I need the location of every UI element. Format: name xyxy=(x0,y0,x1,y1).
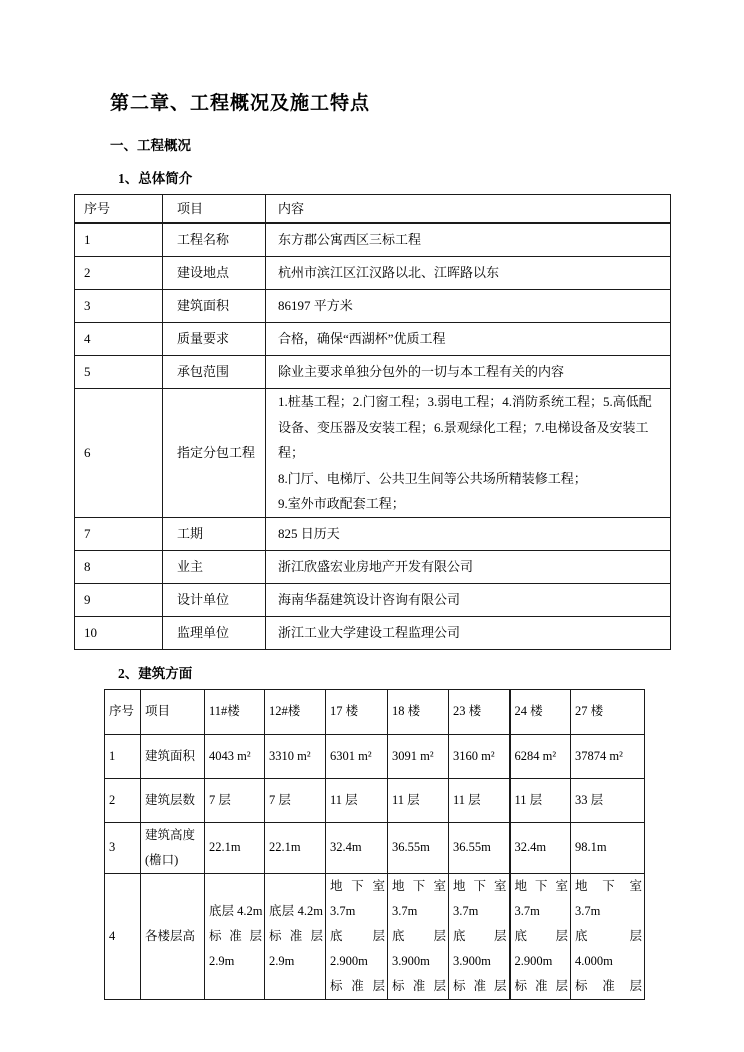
cell-line: 底层 xyxy=(330,928,385,943)
cell-line: 3.7m xyxy=(392,903,418,918)
table-cell: 浙江欣盛宏业房地产开发有限公司 xyxy=(266,550,671,583)
cell-line: 底层 4.2m xyxy=(209,903,263,918)
table-cell: 7 层 xyxy=(265,778,326,822)
sub-heading-building-aspect: 2、建筑方面 xyxy=(118,665,193,681)
table-cell: 98.1m xyxy=(571,822,645,873)
cell-line: 地下室 xyxy=(453,878,507,893)
table-cell: 4 xyxy=(75,323,163,356)
cell-line: 3.7m xyxy=(453,903,479,918)
table-cell: 质量要求 xyxy=(163,323,266,356)
table-row xyxy=(105,734,645,778)
cell-line: 标准层 xyxy=(453,978,507,993)
table-cell: 5 xyxy=(75,356,163,389)
table-cell: 工期 xyxy=(163,517,266,550)
table-row xyxy=(105,873,645,999)
table-cell: 杭州市滨江区江汉路以北、江晖路以东 xyxy=(266,257,671,290)
table-cell: 22.1m xyxy=(205,822,265,873)
cell-line: 建筑高度 xyxy=(145,827,196,842)
table-cell: 浙江工业大学建设工程监理公司 xyxy=(266,616,671,649)
table-cell xyxy=(265,873,326,999)
cell-line: 2.900m xyxy=(514,953,553,968)
table-cell: 22.1m xyxy=(265,822,326,873)
cell-line: (檐口) xyxy=(145,852,179,867)
table-row xyxy=(75,356,671,389)
table-cell: 指定分包工程 xyxy=(163,389,266,518)
table-cell: 2 xyxy=(105,778,141,822)
sub-heading-general-intro: 1、总体简介 xyxy=(118,171,193,186)
table-row xyxy=(105,822,645,873)
table-cell: 11 层 xyxy=(449,778,510,822)
table-cell: 序号 xyxy=(105,689,141,734)
table-cell xyxy=(141,873,205,999)
table-cell xyxy=(266,389,671,518)
table-cell: 工程名称 xyxy=(163,223,266,257)
cell-line: 2.9m xyxy=(209,953,235,968)
table-cell: 36.55m xyxy=(449,822,510,873)
section-heading-project-overview: 一、工程概况 xyxy=(110,138,191,153)
table-cell xyxy=(141,778,205,822)
table-cell: 6 xyxy=(75,389,163,518)
table-cell: 7 xyxy=(75,517,163,550)
table-cell: 3 xyxy=(75,290,163,323)
cell-line: 8.门厅、电梯厅、公共卫生间等公共场所精装修工程； xyxy=(278,470,587,486)
cell-line: 地下室 xyxy=(514,878,568,893)
table-cell: 23 楼 xyxy=(449,689,510,734)
general-info-table xyxy=(74,194,671,650)
cell-line: 地下室 xyxy=(575,878,642,893)
table-row xyxy=(75,550,671,583)
cell-line: 3.7m xyxy=(514,903,540,918)
cell-line: 地下室 xyxy=(330,878,385,893)
cell-line: 地下室 xyxy=(392,878,446,893)
table-cell: 33 层 xyxy=(571,778,645,822)
table-cell: 2 xyxy=(75,257,163,290)
cell-line: 标准层 xyxy=(330,978,385,993)
table-cell: 3091 m² xyxy=(388,734,449,778)
table-row xyxy=(75,195,671,224)
table-row xyxy=(75,223,671,257)
table-cell: 3 xyxy=(105,822,141,873)
table-cell xyxy=(326,873,388,999)
table-cell: 监理单位 xyxy=(163,616,266,649)
table-row xyxy=(105,778,645,822)
cell-line: 底层 4.2m xyxy=(269,903,323,918)
table-cell: 17 楼 xyxy=(326,689,388,734)
cell-line: 2.900m xyxy=(330,953,368,968)
table-cell: 项目 xyxy=(163,195,266,224)
general-info-table-body xyxy=(75,195,671,650)
cell-line: 建筑面积 xyxy=(145,748,196,763)
table-cell xyxy=(449,873,510,999)
table-row xyxy=(75,290,671,323)
table-cell: 3310 m² xyxy=(265,734,326,778)
table-cell xyxy=(388,873,449,999)
table-row xyxy=(75,389,671,518)
table-cell: 24 楼 xyxy=(510,689,571,734)
table-cell: 海南华磊建筑设计咨询有限公司 xyxy=(266,583,671,616)
table-cell: 承包范围 xyxy=(163,356,266,389)
table-cell: 除业主要求单独分包外的一切与本工程有关的内容 xyxy=(266,356,671,389)
table-cell: 18 楼 xyxy=(388,689,449,734)
table-row xyxy=(75,583,671,616)
cell-line: 底层 xyxy=(392,928,446,943)
cell-line: 标准层 xyxy=(209,928,262,943)
table-cell: 内容 xyxy=(266,195,671,224)
table-cell: 合格，确保“西湖杯”优质工程 xyxy=(266,323,671,356)
table-cell xyxy=(205,873,265,999)
table-row xyxy=(75,323,671,356)
table-cell: 东方郡公寓西区三标工程 xyxy=(266,223,671,257)
table-cell: 8 xyxy=(75,550,163,583)
table-cell: 4043 m² xyxy=(205,734,265,778)
table-cell: 项目 xyxy=(141,689,205,734)
table-cell xyxy=(141,822,205,873)
cell-line: 4.000m xyxy=(575,953,613,968)
page-title: 第二章、工程概况及施工特点 xyxy=(110,93,371,114)
cell-line: 标准层 xyxy=(269,928,323,943)
cell-line: 3.7m xyxy=(575,903,601,918)
table-cell: 32.4m xyxy=(510,822,571,873)
table-cell: 825 日历天 xyxy=(266,517,671,550)
table-cell: 86197 平方米 xyxy=(266,290,671,323)
table-cell: 36.55m xyxy=(388,822,449,873)
table-cell: 设计单位 xyxy=(163,583,266,616)
table-cell: 3160 m² xyxy=(449,734,510,778)
cell-line: 2.9m xyxy=(269,953,295,968)
table-cell: 业主 xyxy=(163,550,266,583)
cell-line: 标准层 xyxy=(392,978,446,993)
cell-line: 3.900m xyxy=(453,953,491,968)
cell-line: 9.室外市政配套工程； xyxy=(278,496,405,511)
table-cell: 建筑面积 xyxy=(163,290,266,323)
table-cell: 1 xyxy=(105,734,141,778)
table-cell: 序号 xyxy=(75,195,163,224)
table-cell xyxy=(141,734,205,778)
cell-line: 标准层 xyxy=(575,978,642,993)
table-cell: 9 xyxy=(75,583,163,616)
table-cell: 建设地点 xyxy=(163,257,266,290)
table-cell: 37874 m² xyxy=(571,734,645,778)
table-cell: 10 xyxy=(75,616,163,649)
table-row xyxy=(75,616,671,649)
cell-line: 标准层 xyxy=(514,978,568,993)
table-cell: 11#楼 xyxy=(205,689,265,734)
table-cell: 11 层 xyxy=(326,778,388,822)
table-cell: 1 xyxy=(75,223,163,257)
table-cell: 12#楼 xyxy=(265,689,326,734)
building-info-table xyxy=(104,689,645,1000)
cell-line: 3.900m xyxy=(392,953,430,968)
cell-line: 1.桩基工程；2.门窗工程；3.弱电工程；4.消防系统工程；5.高低配 xyxy=(278,394,652,409)
building-info-table-body xyxy=(105,689,645,999)
table-cell: 7 层 xyxy=(205,778,265,822)
table-cell: 27 楼 xyxy=(571,689,645,734)
table-row xyxy=(75,257,671,290)
table-row xyxy=(105,689,645,734)
cell-line: 设备、变压器及安装工程；6.景观绿化工程；7.电梯设备及安装工程； xyxy=(278,419,649,460)
table-cell: 11 层 xyxy=(510,778,571,822)
cell-line: 建筑层数 xyxy=(145,792,196,807)
cell-line: 各楼层高 xyxy=(145,928,196,943)
table-row xyxy=(75,517,671,550)
table-cell: 11 层 xyxy=(388,778,449,822)
cell-line: 3.7m xyxy=(330,903,356,918)
cell-line: 底层 xyxy=(514,928,568,943)
table-cell: 32.4m xyxy=(326,822,388,873)
table-cell: 6301 m² xyxy=(326,734,388,778)
table-cell xyxy=(510,873,571,999)
table-cell xyxy=(571,873,645,999)
cell-line: 底层 xyxy=(453,928,507,943)
table-cell: 6284 m² xyxy=(510,734,571,778)
table-cell: 4 xyxy=(105,873,141,999)
cell-line: 底层 xyxy=(575,928,642,943)
